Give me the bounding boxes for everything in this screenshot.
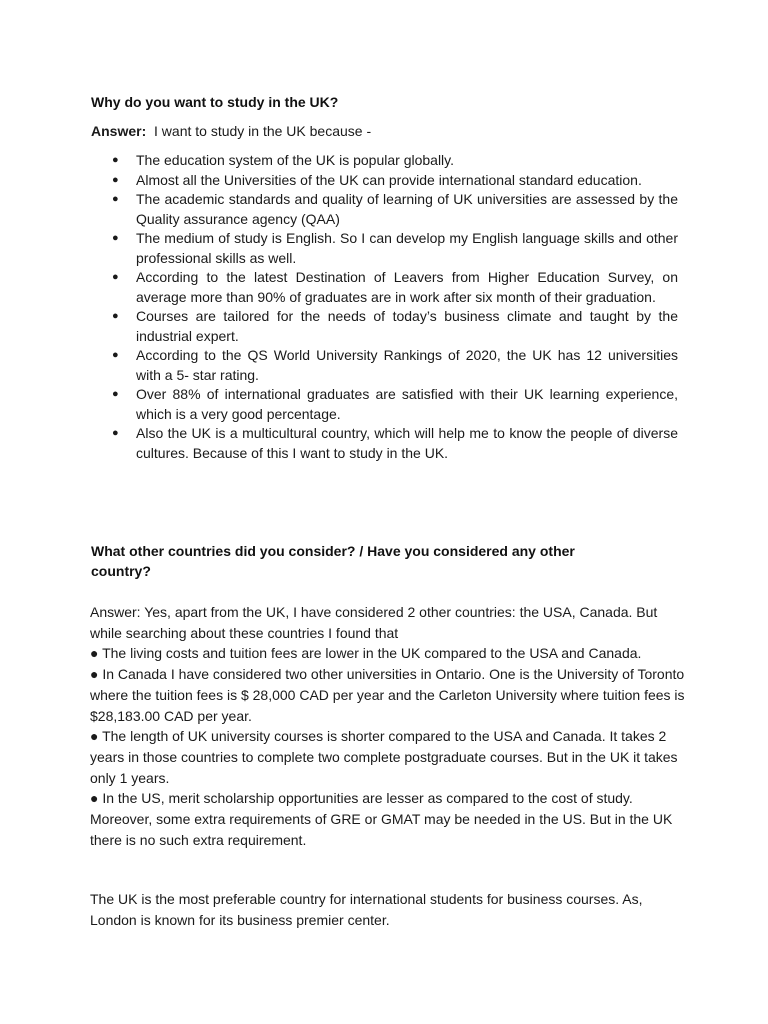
answer-text: I want to study in the UK because - xyxy=(154,123,372,139)
list-item: ● Courses are tailored for the needs of today’s business climate and taught by the industrial expert. xyxy=(112,308,678,344)
answer-point: ● The living costs and tuition fees are lower in the UK compared to the USA and Canada. xyxy=(90,645,642,662)
answer-intro: Answer: Yes, apart from the UK, I have considered 2 other countries: the USA, Canada. But while searching about these countries I found that xyxy=(90,604,658,641)
list-item: ● According to the latest Destination of Leavers from Higher Education Survey, on average more than 90% of graduates are in work after six month of their graduation. xyxy=(112,269,678,305)
list-item: ● Over 88% of international graduates are satisfied with their UK learning experience, which is a very good percentage. xyxy=(112,386,678,422)
list-item: ● Almost all the Universities of the UK can provide international standard education. xyxy=(112,171,678,191)
answer-point: ● In Canada I have considered two other universities in Ontario. One is the University of Toronto where the tuition fees is $ 28,000 CAD per year and the Carleton University where tuition fees is $28,183.00 CAD per year. xyxy=(90,666,685,724)
bullet-icon: ● xyxy=(112,310,119,322)
bullet-icon: ● xyxy=(112,388,119,400)
bullet-icon: ● xyxy=(112,193,119,205)
answer-line xyxy=(91,121,371,141)
answer-body xyxy=(90,602,690,850)
question-heading: Why do you want to study in the UK? xyxy=(91,94,339,110)
list-item: ● The medium of study is English. So I can develop my English language skills and other professional skills as well. xyxy=(112,230,678,266)
answer-point: ● In the US, merit scholarship opportunities are lesser as compared to the cost of study. Moreover, some extra requirements of GRE or GMAT may be needed in the US. But in the UK there is no such extra requirement. xyxy=(90,790,673,848)
bullet-icon: ● xyxy=(112,427,119,439)
bullet-icon: ● xyxy=(112,232,119,244)
answer-point: ● The length of UK university courses is shorter compared to the USA and Canada. It takes 2 years in those countries to complete two complete postgraduate courses. But in the UK it takes only 1 years. xyxy=(90,728,678,786)
list-item: ● The academic standards and quality of learning of UK universities are assessed by the Quality assurance agency (QAA) xyxy=(112,191,678,227)
bullet-icon: ● xyxy=(112,173,119,186)
bullet-icon: ● xyxy=(112,154,119,166)
bullet-icon: ● xyxy=(112,271,119,283)
question-heading-2: What other countries did you consider? / Have you considered any other country? xyxy=(91,543,575,579)
conclusion-paragraph: The UK is the most preferable country for international students for business courses. As, London is known for its business premier center. xyxy=(90,891,643,928)
reasons-list xyxy=(112,151,678,463)
list-item: ● Also the UK is a multicultural country, which will help me to know the people of diverse cultures. Because of this I want to study in the UK. xyxy=(112,425,678,461)
list-item: ● The education system of the UK is popular globally. xyxy=(112,151,678,171)
list-item: ● According to the QS World University Rankings of 2020, the UK has 12 universities with a 5- star rating. xyxy=(112,347,678,383)
bullet-icon: ● xyxy=(112,349,119,361)
answer-label: Answer: xyxy=(91,123,147,139)
